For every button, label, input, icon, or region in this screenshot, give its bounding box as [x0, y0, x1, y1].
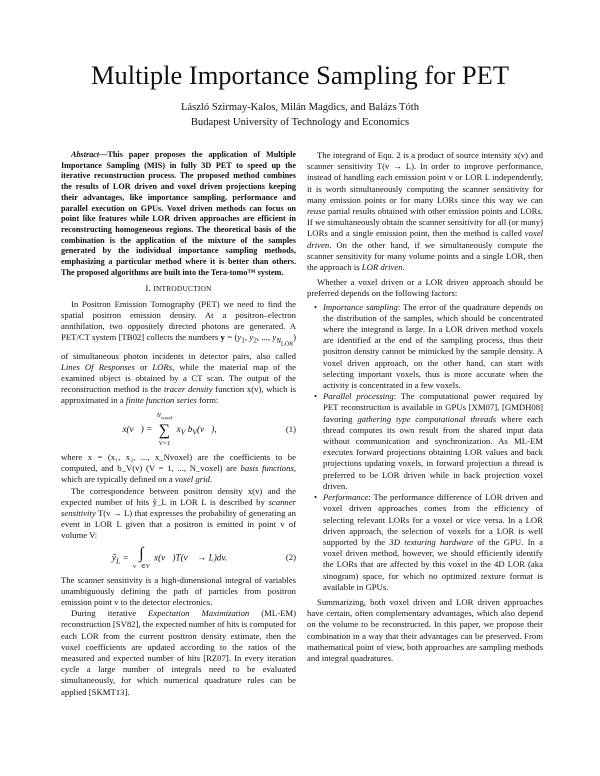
affiliation: Budapest University of Technology and Economics	[190, 117, 410, 128]
section-heading	[61, 283, 296, 294]
right-paragraph-3: Summarizing, both voxel driven and LOR driven approaches have certain, often complementary advantages, which also depend on the volume to be reconstructed. In this paper, we propose their combination in a way that their advantages can be preserved. From mathematical point of view, both approaches are sampling methods and integral quadratures.	[307, 596, 543, 663]
intro-paragraph-4: The scanner sensitivity is a high-dimensional integral of variables unambiguously defining the path of particles from positron emission point v to the detector electronics.	[61, 574, 296, 607]
right-paragraph-1: The integrand of Equ. 2 is a product of source intensity x(v) and scanner sensitivity T(v → L). In order to improve performance, instead of handling each emission point v or LOR L independently, it is worth simultaneously computing the scanner sensitivity for many emission points or for many LORs since this way we can reuse partial results obtained with other emission points and LORs. If we simultaneously obtain the scanner sensitivity for all (or many) LORs and a single emission point, then the method is called voxel driven. On the other hand, if we simultaneously compute the scanner sensitivity for many volume points and a single LOR, then the approach is LOR driven.	[307, 150, 544, 273]
intro-paragraph-5: During iterative Expectation Maximization (ML-EM) reconstruction [SV82], the expected number of hits is computed for each LOR from the current positron density estimate, then the voxel coefficients are updated according to the ratios of the measured and expected number of hits [RZ07]. In every iteration cycle a large number of integrals need to be evaluated simultaneously, for which numerical quadrature rules can be applied [SKMT13].	[61, 608, 297, 697]
intro-paragraph-3: The correspondence between positron density x(v) and the expected number of hits ỹ_L in LOR L is described by scanner sensitivity T(v → L) that expresses the probability of generating an event in LOR L given that a positron is emitted in point v of volume V:	[61, 485, 296, 541]
right-column	[307, 150, 543, 664]
intro-paragraph-1: In Positron Emission Tomography (PET) we need to find the spatial positron emission density. At a positron–electron annihilation, two oppositely directed photons are generated. A PET/CT system [TB02] collects the numbers $y = (y_1$, $y_2$, ..., $y_{N_{LOR}}$) of simultaneous photon incidents in detector pairs, also called Lines Of Responses or LORs, while the material map of the examined object is obtained by a CT scan. The output of the reconstruction method is the tracer density function x(v), which is approximated in a finite function series form:	[61, 298, 297, 406]
abstract-label: Abstract	[71, 150, 100, 159]
equation-1-number: (1)	[285, 423, 296, 434]
list-item: • Importance sampling: The error of the quadrature depends on the distribution of the samples, which should be concentrated where the integrand is large. In a LOR driven method voxels are identified at the end of the sampling process, thus their positron density cannot be mimicked by the sample density. A voxel driven approach, on the other hand, can start with selecting important voxels, thus is more accurate when the activity is concentrated in a few voxels.	[323, 302, 543, 392]
section-number: I.	[145, 283, 151, 294]
authors: László Szirmay-Kalos, Milán Magdics, and Balázs Tóth	[180, 102, 420, 113]
abstract	[61, 150, 296, 278]
section-title: INTRODUCTION	[153, 284, 212, 294]
abstract-text: —This paper proposes the application of Multiple Importance Sampling (MIS) in fully 3D PET to speed up the iterative reconstruction process. The proposed method combines the results of LOR driven and voxel driven projections keeping their advantages, like importance sampling, performance and parallel execution on GPUs. Voxel driven methods can focus on point like features while LOR driven approaches are efficient in reconstructing homogeneous regions. The theoretical basis of the combination is the application of the mixture of the samples generated by the individual importance sampling methods, emphasizing a particular method where it is better than others. The proposed algorithms are built into the Tera-tomo™ system.	[61, 150, 296, 277]
equation-1: x(v⃗) = $N_{voxel}$ ∑ V=1 $x_V$ $b_V(v⃗)$, (1)	[122, 411, 296, 447]
right-paragraph-2: Whether a voxel driven or a LOR driven approach should be preferred depends on the following factors:	[307, 277, 543, 299]
equation-2-number: (2)	[285, 552, 296, 563]
paper-title: Multiple Importance Sampling for PET	[90, 60, 510, 90]
intro-paragraph-2: where x = (x₁, x₂, ..., x_Nvoxel) are the coefficients to be computed, and b_V(v) (V = 1, ..., N_voxel) are basis functions, which are typically defined on a voxel grid.	[61, 451, 297, 485]
equation-2: ỹ$_L$ = ∫ v⃗∈V x(v⃗)T(v⃗ → L)dv. (2)	[111, 544, 296, 570]
factor-list	[307, 302, 543, 593]
list-item: • Parallel processing: The computational power required by PET reconstruction is available in GPUs [XM07], [GMDH08] favoring gathering type computational threads where each thread computes its own result from the shared input data without communication and synchronization. As ML-EM executes forward projections obtaining LOR values and back projections updating voxels, in forward projection a thread is preferred to be LOR driven while in back projection voxel driven.	[323, 391, 543, 492]
left-column	[61, 150, 296, 698]
list-item: • Performance: The performance difference of LOR driven and voxel driven approaches comes from the efficiency of selecting relevant LORs for a voxel or vice versa. In a LOR driven approach, the selection of voxels for a LOR is well supported by the 3D texturing hardware of the GPU. In a voxel driven method, however, we should efficiently identify the LORs that are affected by this voxel in the 4D LOR (aka sinogram) space, for which no optimized texture format is available in GPUs.	[323, 492, 543, 593]
